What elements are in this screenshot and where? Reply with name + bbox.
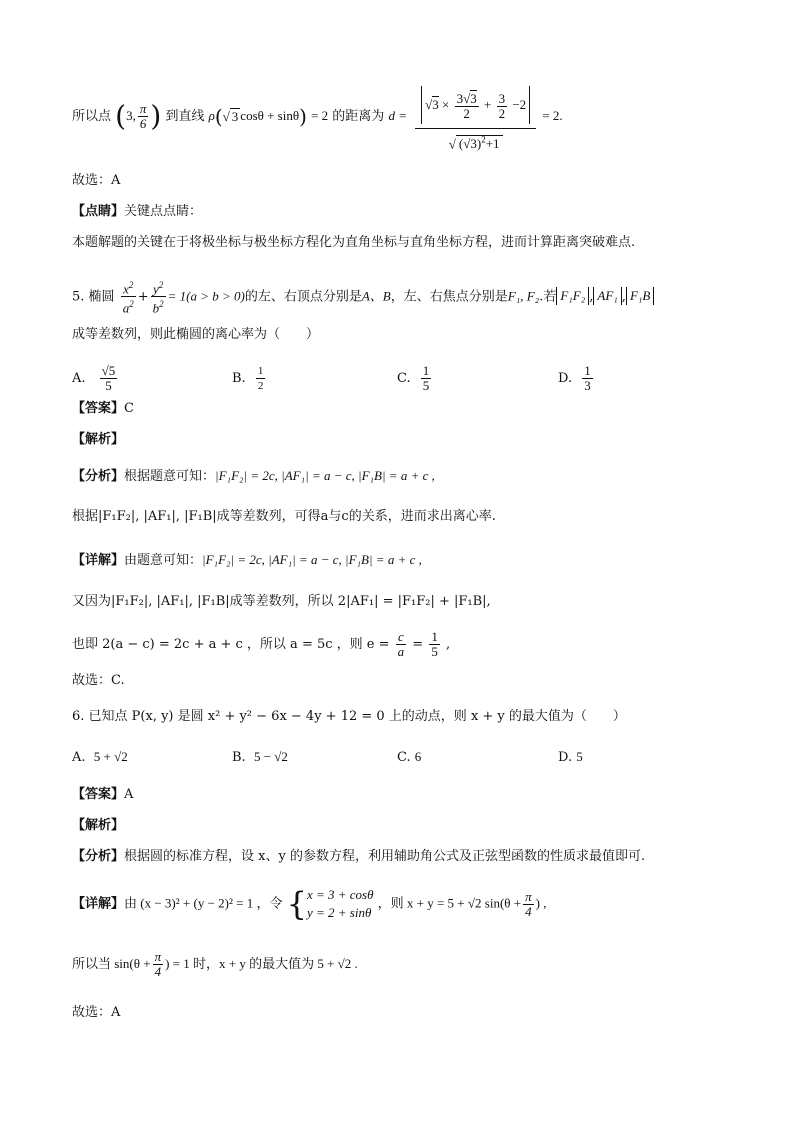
q5-choice: 故选：C.: [72, 673, 125, 688]
dist-label: 的距离为: [332, 109, 385, 125]
distance-line: 所以点 (3, $\frac{\pi}{6}$ ) 到直线 ρ(√ 3 cosθ + sinθ) = 2 的距离为 d = √3 × $\frac{3√3}{2}$ + $\frac{3}{2}$ −2 √ $(√3)^2+1$ = 2.: [72, 82, 563, 151]
q5-option-a: A. $\frac{√5}{5}$: [72, 363, 116, 393]
q5-answer: C: [124, 401, 134, 416]
suoyi-pre: 所以当 sin(θ +: [72, 956, 151, 971]
q6-option-b: B. 5 − √2: [232, 749, 288, 765]
q5-text2: ，左、右焦点分别是: [390, 289, 508, 305]
q5-answer-line: [72, 400, 134, 418]
sqrt3: √ 3: [222, 108, 239, 124]
xiangjie-eq: |F₁F₂| = 2c, |AF₁| = a − c, |F₁B| = a + c ,: [202, 552, 422, 567]
q6-choice: 故选：A: [72, 1005, 121, 1020]
q5-ellipse-label: 椭圆: [88, 289, 115, 305]
q5-yeji-line: [72, 630, 450, 659]
fenxi-text: 根据题意可知：: [124, 469, 216, 484]
line-equal: = 2: [311, 108, 329, 124]
line-expression: cosθ + sinθ: [240, 108, 300, 124]
yeji-end: ,: [445, 637, 451, 652]
q6-xiangjie-end: ) ,: [535, 895, 547, 911]
dianjing-tag: 【点睛】: [72, 204, 125, 219]
pi-over-4-b: $\frac{\pi}{4}$: [154, 949, 162, 979]
q6-option-a: A. 5 + √2: [72, 749, 128, 765]
suoyi-mid: ) = 1 时，x + y 的最大值为 5 + √2 .: [165, 956, 358, 971]
ellipse-frac-y: $\frac{y^2}{b^2}$: [152, 280, 164, 316]
q5-text3: .若: [539, 289, 557, 305]
q5-stem-line2: 成等差数列，则此椭圆的离心率为（ ）: [72, 327, 320, 342]
q6-fenxi-text: 根据圆的标准方程，设 x、y 的参数方程，利用辅助角公式及正弦型函数的性质求最值即可.: [124, 849, 646, 864]
q5-f1f2: F₁, F₂: [507, 288, 540, 304]
dianjing-body: 本题解题的关键在于将极坐标与极坐标方程化为直角坐标与直角坐标方程，进而计算距离突破难点.: [72, 235, 636, 250]
xiangjie-text: 由题意可知：: [124, 553, 203, 568]
q5-youyin-line: 又因为|F₁F₂|, |AF₁|, |F₁B|成等差数列，所以 2|AF₁| = |F₁F₂| + |F₁B|,: [72, 594, 491, 609]
yeji-equal: =: [412, 637, 424, 652]
q6-xiangjie-pre: 由 (x − 3)² + (y − 2)² = 1 ，令: [124, 895, 283, 911]
q5-option-b: B. $\frac{1}{2}$: [232, 365, 264, 392]
q6-answer: A: [124, 787, 134, 802]
text-mid: 到直线: [165, 109, 205, 125]
param-cases: { x = 3 + cosθ y = 2 + sinθ: [286, 885, 374, 923]
point-coord: 3,: [126, 108, 136, 124]
abs-af1: AF₁: [593, 287, 621, 305]
q5-number: 5.: [72, 289, 85, 305]
text-prefix: 所以点: [72, 109, 112, 125]
dianjing-line: [72, 203, 202, 221]
q5-analysis-tag: 【解析】: [72, 432, 125, 447]
q6-stem: 6. 已知点 P(x, y) 是圆 x² + y² − 6x − 4y + 12 = 0 上的动点，则 x + y 的最大值为（ ）: [72, 709, 626, 724]
dianjing-text: 关键点点睛：: [124, 204, 203, 219]
q5-gen-line: 根据|F₁F₂|, |AF₁|, |F₁B|成等差数列，可得a与c的关系，进而求出离心率.: [72, 509, 496, 524]
choice-line-1: 故选：A: [72, 173, 121, 188]
ellipse-frac-x: $\frac{x^2}{a^2}$: [122, 280, 134, 316]
d-equal: d =: [388, 108, 407, 124]
q5-ab: A、B: [361, 288, 391, 304]
q5-stem-line1: 5. 椭圆 $\frac{x^2}{a^2}$ + $\frac{y^2}{b^2}$ = 1(a > b > 0)的左、右顶点分别是A、B，左、右焦点分别是F₁, F₂.若 F₁F₂ , AF₁ , F₁B: [72, 278, 654, 316]
q5-option-d: D. $\frac{1}{3}$: [558, 363, 591, 393]
q6-answer-line: 【答案】A: [72, 787, 134, 802]
xiangjie-tag: 【详解】: [72, 553, 125, 568]
yeji-pre: 也即 2(a − c) = 2c + a + c ，所以 a = 5c ，则 e =: [72, 637, 390, 652]
q6-suoyi-line: [72, 950, 358, 979]
distance-fraction: √3 × $\frac{3√3}{2}$ + $\frac{3}{2}$ −2 √ $(√3)^2+1$: [415, 82, 536, 151]
distance-result: = 2.: [542, 108, 563, 124]
q5-text1: 的左、右顶点分别是: [244, 289, 362, 305]
abs-f1f2: F₁F₂: [556, 287, 589, 305]
q6-fenxi-line: 【分析】根据圆的标准方程，设 x、y 的参数方程，利用辅助角公式及正弦型函数的性质求最值即可.: [72, 849, 646, 864]
e-result-frac: $\frac{1}{5}$: [431, 629, 438, 659]
q5-xiangjie-line: [72, 551, 422, 570]
q5-fenxi-line: [72, 467, 435, 486]
fenxi-tag: 【分析】: [72, 469, 125, 484]
q6-xiangjie-line: 【详解】由 (x − 3)² + (y − 2)² = 1 ，令 { x = 3 + cosθ y = 2 + sinθ ，则 x + y = 5 + √2 sin(θ + $\frac{\pi}{4}$ ) ,: [72, 885, 547, 923]
q6-option-d: D. 5: [558, 749, 583, 765]
rho-symbol: ρ: [208, 108, 215, 124]
q6-xiangjie-mid: ，则 x + y = 5 + √2 sin(θ +: [377, 895, 522, 911]
answer-tag: 【答案】: [72, 401, 125, 416]
abs-f1b: F₁B: [626, 287, 654, 305]
point-fraction: $\frac{\pi}{6}$: [139, 101, 147, 132]
q5-option-c: C. $\frac{1}{5}$: [397, 363, 430, 393]
e-frac: $\frac{c}{a}$: [397, 629, 405, 659]
q6-analysis-tag: 【解析】: [72, 818, 125, 833]
fenxi-eq: |F₁F₂| = 2c, |AF₁| = a − c, |F₁B| = a + c ,: [215, 468, 435, 483]
q6-option-c: C. 6: [397, 749, 422, 765]
ellipse-condition: = 1(a > b > 0): [167, 288, 245, 304]
pi-over-4: $\frac{\pi}{4}$: [525, 888, 532, 919]
